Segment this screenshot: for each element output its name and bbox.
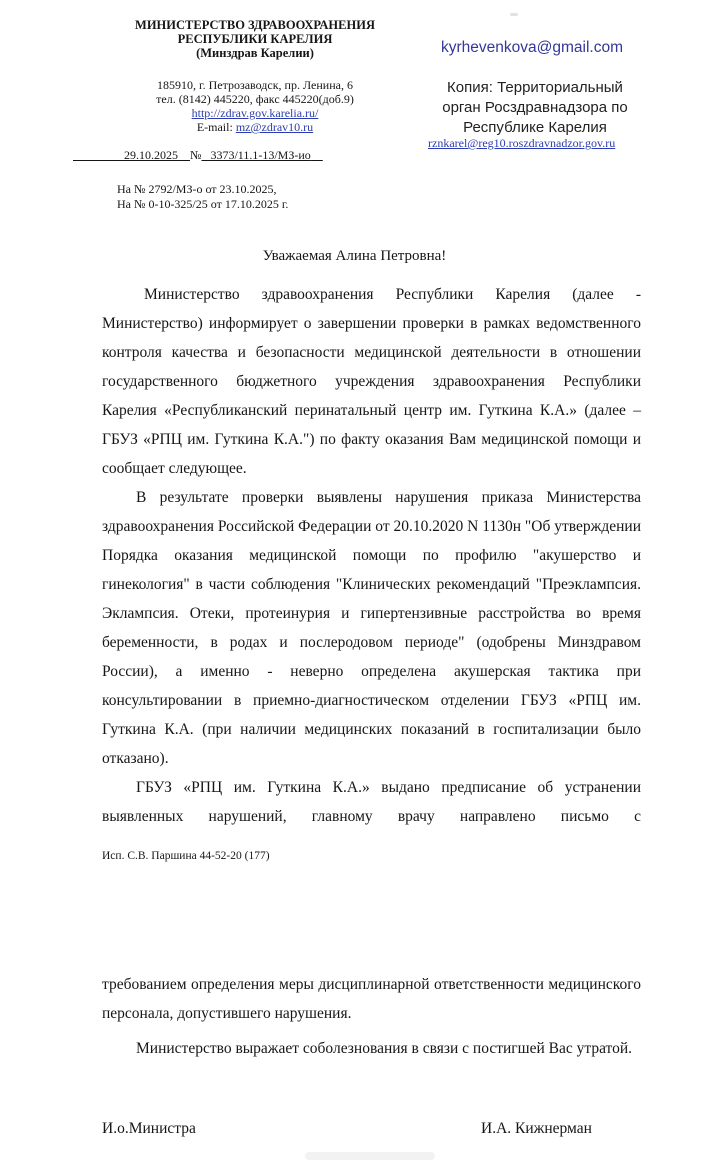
signatory-name: И.А. Кижнерман xyxy=(481,1120,592,1137)
copy-line-3: Республике Карелия xyxy=(463,119,607,136)
ministry-line-1: МИНИСТЕРСТВО ЗДРАВООХРАНЕНИЯ xyxy=(135,18,375,32)
letter-body-top xyxy=(102,280,641,831)
letter-body-bottom xyxy=(102,970,641,1063)
paragraph-1: Министерство здравоохранения Республики Карелия (далее - Министерство) информирует о завершении проверки в рамках ведомственного контроля качества и безопасности медицинской деятельности в отношении государственного бюджетного учреждения здравоохранения Республики Карелия «Республиканский перинатальный центр им. Гуткина К.А.» (далее – ГБУЗ «РПЦ им. Гуткина К.А.") по факту оказания Вам медицинской помощи и сообщает следующее. xyxy=(102,286,641,477)
ministry-website-link[interactable]: http://zdrav.gov.karelia.ru/ xyxy=(191,106,319,120)
ministry-email-link[interactable]: mz@zdrav10.ru xyxy=(235,120,314,134)
paragraph-4: Министерство выражает соболезнования в связи с постигшей Вас утратой. xyxy=(136,1040,633,1057)
scan-shadow xyxy=(305,1152,435,1160)
ministry-address: 185910, г. Петрозаводск, пр. Ленина, 6 xyxy=(157,78,353,92)
signatory-position: И.о.Министра xyxy=(102,1120,196,1137)
paragraph-3-continued: требованием определения меры дисциплинарной ответственности медицинского персонала, допустившего нарушения. xyxy=(102,976,641,1022)
paragraph-3: ГБУЗ «РПЦ им. Гуткина К.А.» выдано предписание об устранении выявленных нарушений, главному врачу направлено письмо с xyxy=(102,779,641,825)
reference-2: На № 0-10-325/25 от 17.10.2025 г. xyxy=(117,197,289,211)
paragraph-2: В результате проверки выявлены нарушения приказа Министерства здравоохранения Российской Федерации от 20.10.2020 N 1130н "Об утверждении Порядка оказания медицинской помощи по профилю "акушерство и гинекология" в части соблюдения "Клинических рекомендаций "Преэклампсия. Эклампсия. Отеки, протеинурия и гипертензивные расстройства во время беременности, в родах и послеродовом периоде" (одобрены Минздравом России), а именно - неверно определена акушерская тактика при консультировании в приемно-диагностическом отделении ГБУЗ «РПЦ им. Гуткина К.А. (при наличии медицинских показаний в госпитализации было отказано). xyxy=(102,489,641,767)
ministry-line-3: (Минздрав Карелии) xyxy=(196,46,314,60)
reference-numbers xyxy=(117,182,288,212)
greeting: Уважаемая Алина Петровна! xyxy=(262,248,447,264)
copy-email-link[interactable]: rznkarel@reg10.roszdravnadzor.gov.ru xyxy=(428,136,616,150)
copy-line-1: Копия: Территориальный xyxy=(447,79,623,96)
registration-line xyxy=(73,148,323,163)
copy-line-2: орган Росздравнадзора по xyxy=(442,99,628,116)
ministry-heading xyxy=(92,18,418,60)
ministry-line-2: РЕСПУБЛИКИ КАРЕЛИЯ xyxy=(177,32,333,46)
scan-mark xyxy=(510,13,518,16)
registration-date: 29.10.2025 xyxy=(124,148,178,162)
copy-recipient xyxy=(420,78,650,138)
reference-1: На № 2792/МЗ-о от 23.10.2025, xyxy=(117,182,277,196)
executor-info: Исп. С.В. Паршина 44-52-20 (177) xyxy=(102,850,270,862)
ministry-contacts xyxy=(92,78,418,134)
email-label: E-mail: xyxy=(196,120,233,134)
ministry-phone: тел. (8142) 445220, факс 445220(доб.9) xyxy=(156,92,354,106)
recipient-email: kyrhevenkova@gmail.com xyxy=(441,39,623,56)
registration-number: 3373/11.1-13/МЗ-ио xyxy=(210,148,311,162)
registration-number-sign: № xyxy=(190,148,202,162)
